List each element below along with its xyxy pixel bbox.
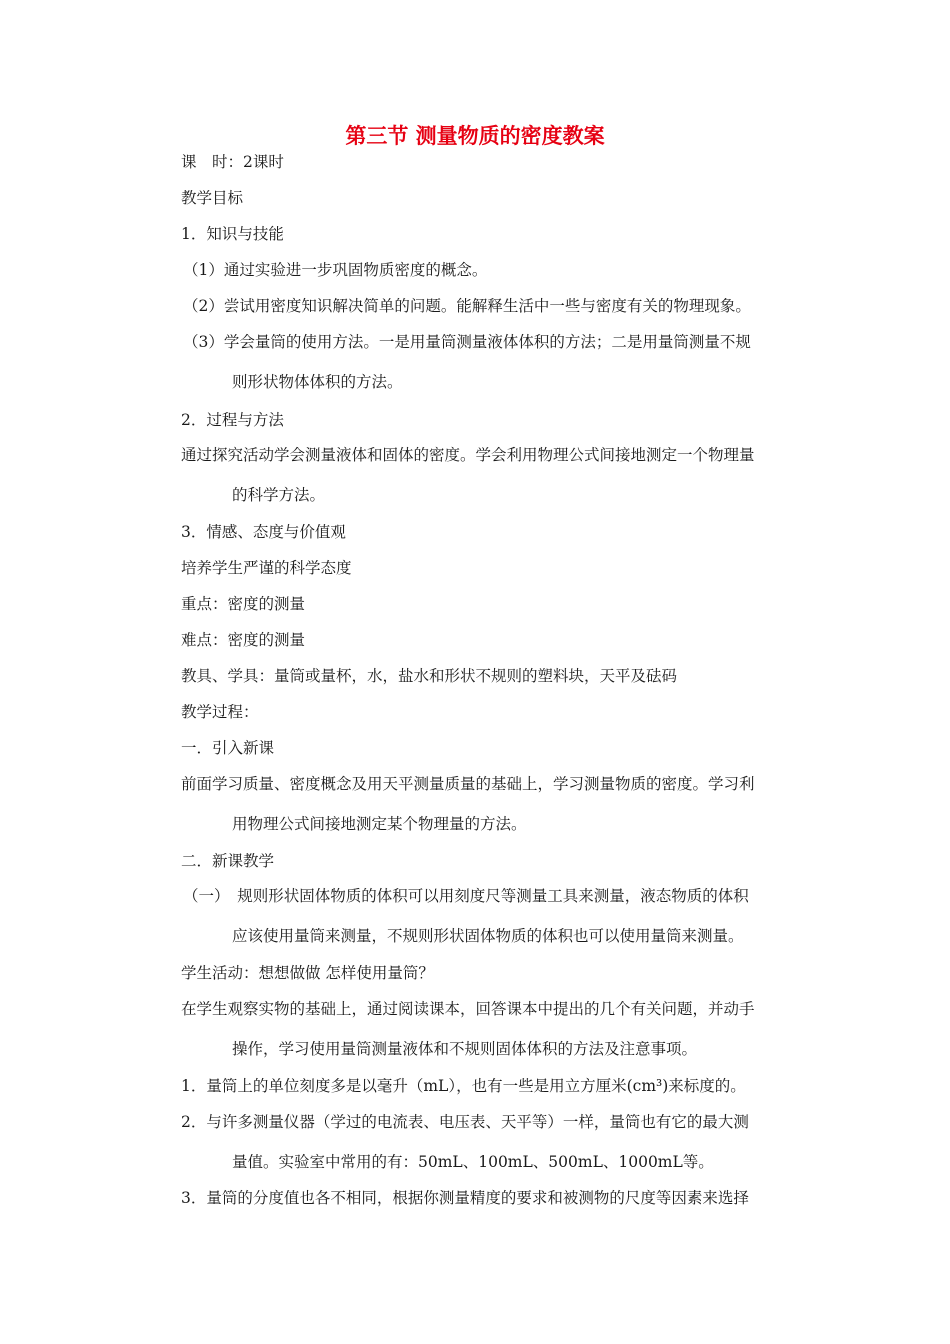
objective-item: （3）学会量筒的使用方法。一是用量筒测量液体体积的方法；二是用量筒测量不规 [183, 333, 751, 351]
list-item: 1．量筒上的单位刻度多是以毫升（mL），也有一些是用立方厘米(cm³)来标度的。 [181, 1077, 746, 1095]
objective-item: （1）通过实验进一步巩固物质密度的概念。 [183, 261, 488, 279]
teaching-aids-line: 教具、学具：量筒或量杯，水，盐水和形状不规则的塑料块，天平及砝码 [181, 667, 678, 685]
class-hours-line: 课 时：2课时 [181, 153, 284, 171]
paragraph-continuation: 的科学方法。 [232, 486, 326, 504]
student-activity-line: 学生活动：想想做做 怎样使用量筒？ [181, 964, 434, 982]
paragraph-line: 前面学习质量、密度概念及用天平测量质量的基础上，学习测量物质的密度。学习利 [181, 775, 755, 793]
paragraph-line: （一） 规则形状固体物质的体积可以用刻度尺等测量工具来测量，液态物质的体积 [183, 887, 749, 905]
subheading-knowledge-skills: 1．知识与技能 [181, 225, 284, 243]
section-heading-objectives: 教学目标 [181, 189, 244, 207]
subheading-attitude-values: 3．情感、态度与价值观 [181, 523, 346, 541]
paragraph-line: 通过探究活动学会测量液体和固体的密度。学会利用物理公式间接地测定一个物理量 [181, 446, 755, 464]
subheading-process-method: 2．过程与方法 [181, 411, 284, 429]
list-item-continuation: 量值。实验室中常用的有：50mL、100mL、500mL、1000mL等。 [232, 1153, 714, 1171]
list-item: 2．与许多测量仪器（学过的电流表、电压表、天平等）一样，量筒也有它的最大测 [181, 1113, 749, 1131]
objective-item-continuation: 则形状物体体积的方法。 [232, 373, 403, 391]
section-heading-process: 教学过程： [181, 703, 259, 721]
document-title: 第三节 测量物质的密度教案 [345, 124, 605, 148]
subheading-introduction: 一．引入新课 [181, 739, 275, 757]
paragraph-continuation: 应该使用量筒来测量，不规则形状固体物质的体积也可以使用量筒来测量。 [232, 927, 744, 945]
subheading-new-lesson: 二．新课教学 [181, 852, 275, 870]
paragraph-continuation: 用物理公式间接地测定某个物理量的方法。 [232, 815, 527, 833]
objective-item: （2）尝试用密度知识解决简单的问题。能解释生活中一些与密度有关的物理现象。 [183, 297, 751, 315]
paragraph-continuation: 操作，学习使用量筒测量液体和不规则固体体积的方法及注意事项。 [232, 1040, 698, 1058]
key-point-line: 重点：密度的测量 [181, 595, 306, 613]
difficulty-line: 难点：密度的测量 [181, 631, 306, 649]
paragraph-line: 培养学生严谨的科学态度 [181, 559, 352, 577]
list-item: 3．量筒的分度值也各不相同，根据你测量精度的要求和被测物的尺度等因素来选择 [181, 1189, 749, 1207]
paragraph-line: 在学生观察实物的基础上，通过阅读课本，回答课本中提出的几个有关问题，并动手 [181, 1000, 755, 1018]
